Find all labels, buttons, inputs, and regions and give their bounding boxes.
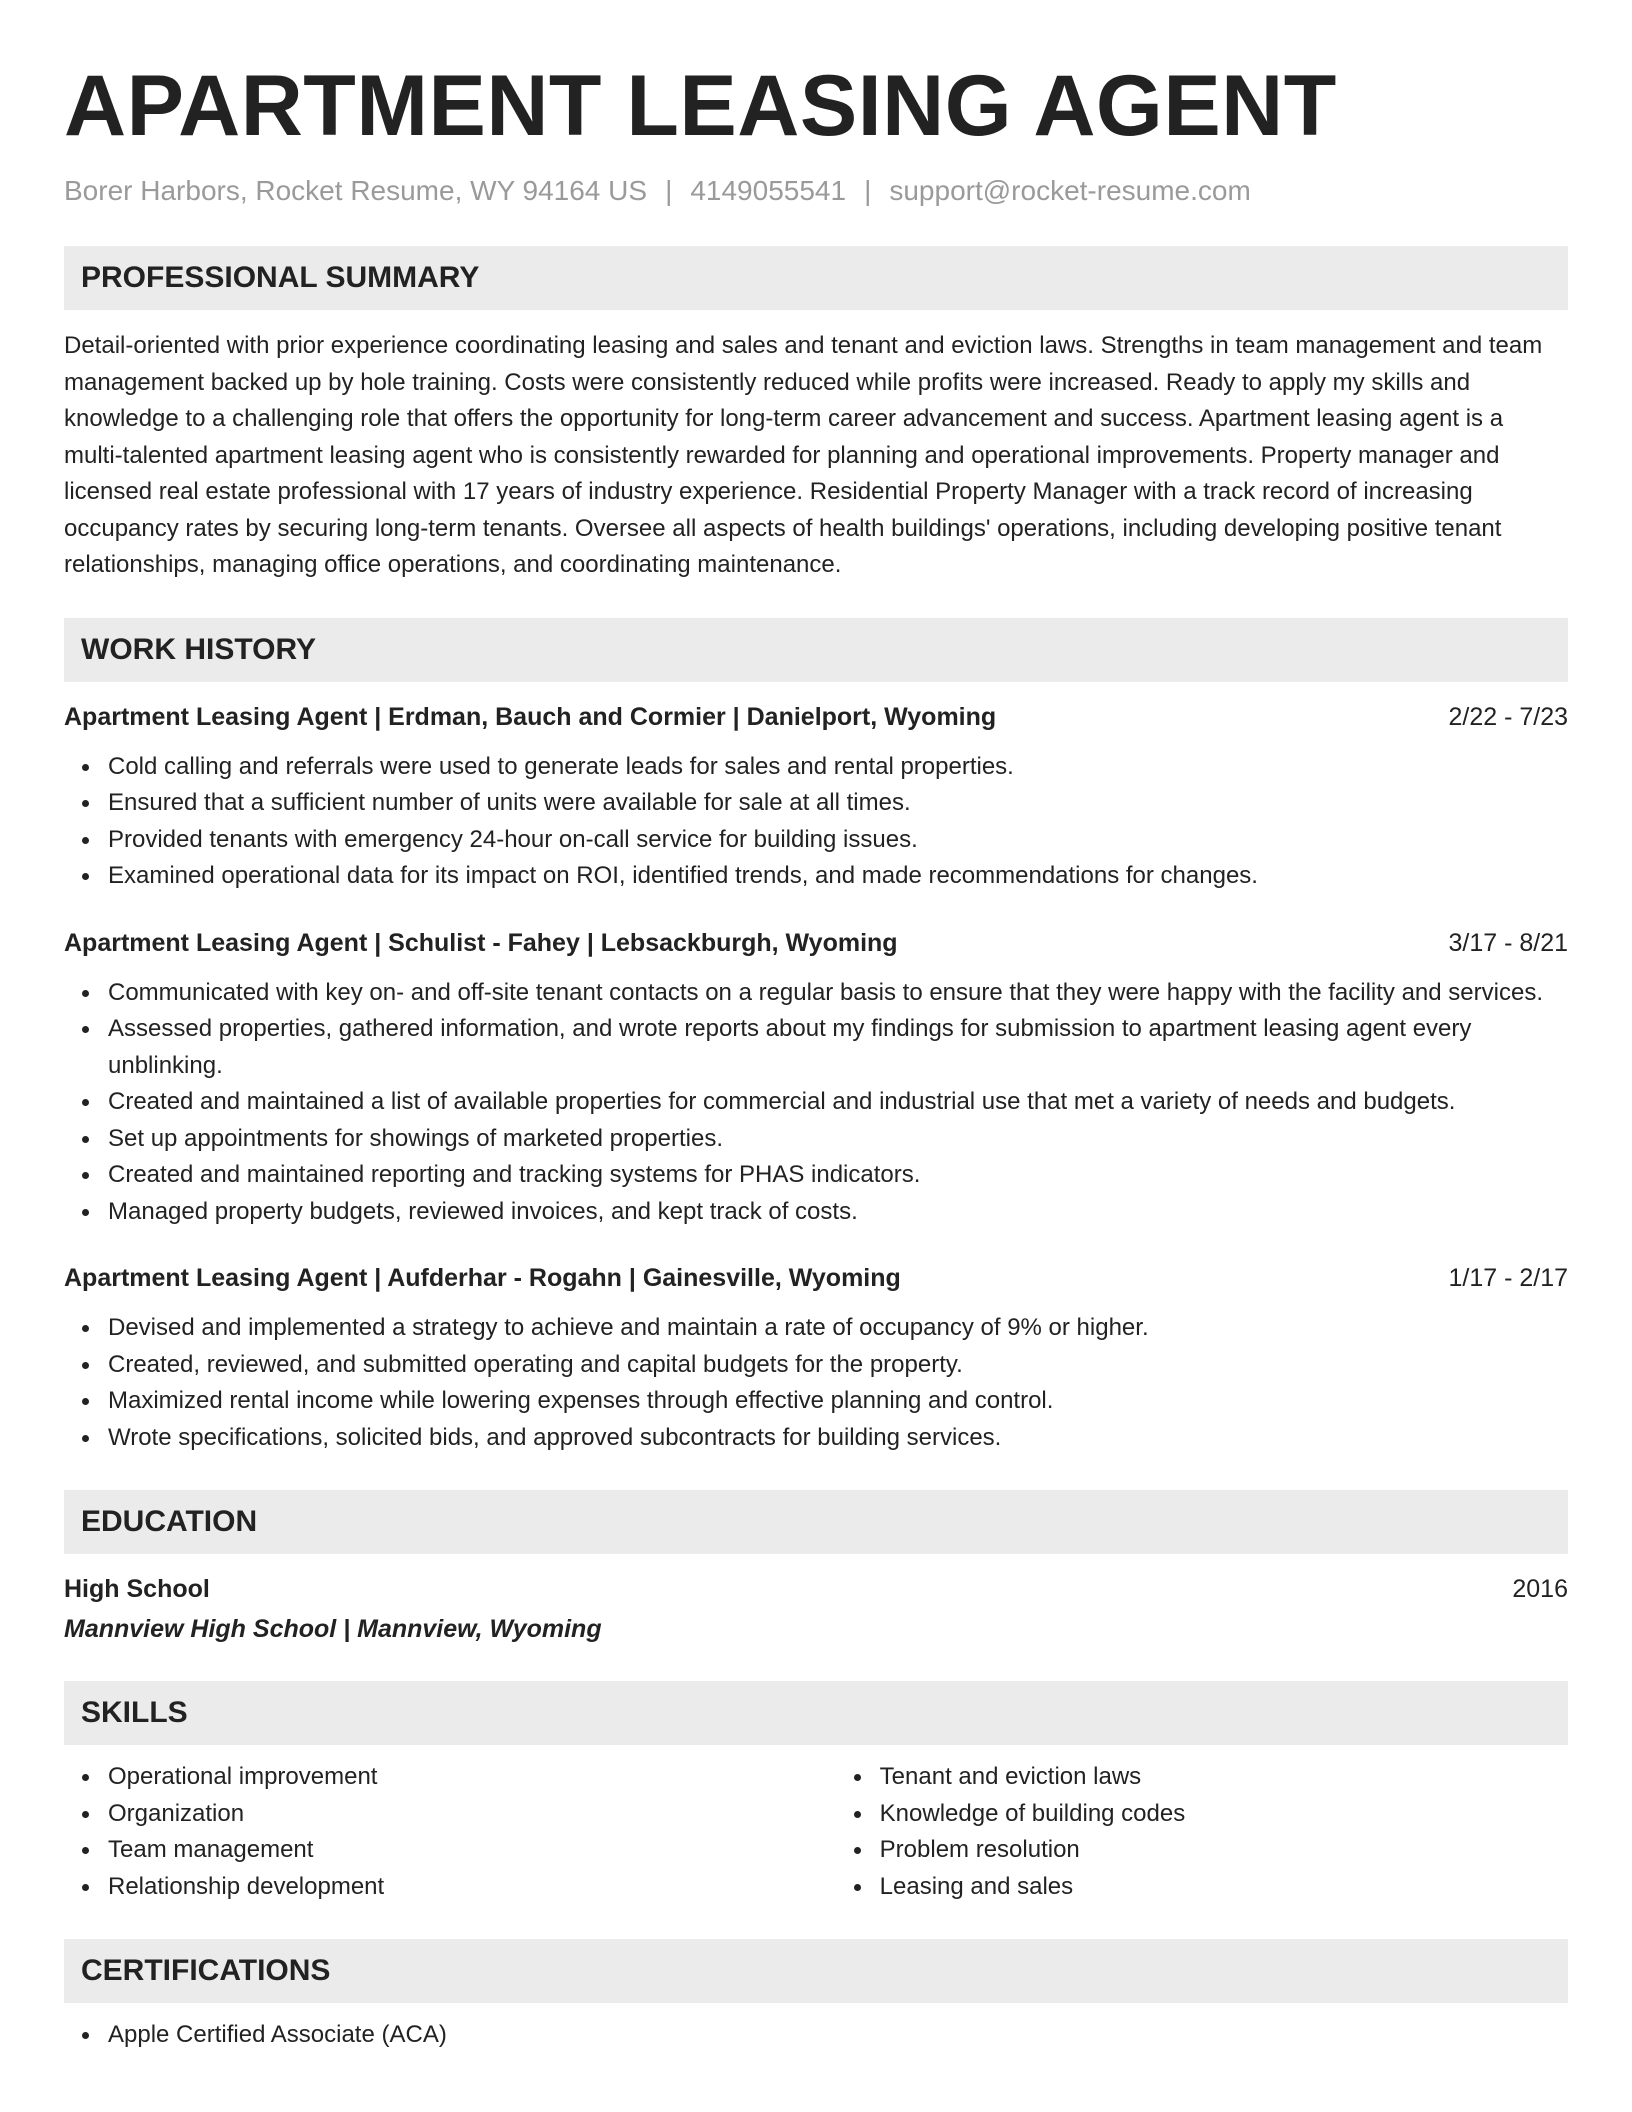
skill-item: Problem resolution bbox=[880, 1832, 1568, 1869]
job-dates: 1/17 - 2/17 bbox=[1448, 1264, 1568, 1292]
job-header bbox=[64, 1260, 1568, 1296]
contact-phone: 4149055541 bbox=[690, 175, 847, 206]
job-bullet: Set up appointments for showings of marketed properties. bbox=[108, 1121, 1568, 1158]
job-bullet: Examined operational data for its impact on ROI, identified trends, and made recommendations for changes. bbox=[108, 858, 1568, 895]
contact-address: Borer Harbors, Rocket Resume, WY 94164 US bbox=[64, 175, 648, 206]
job-bullet: Maximized rental income while lowering expenses through effective planning and control. bbox=[108, 1383, 1568, 1420]
skill-item: Knowledge of building codes bbox=[880, 1796, 1568, 1833]
job-header bbox=[64, 699, 1568, 735]
job-bullet: Provided tenants with emergency 24-hour on-call service for building issues. bbox=[108, 822, 1568, 859]
contact-separator: | bbox=[665, 175, 673, 206]
contact-separator: | bbox=[864, 175, 872, 206]
job-bullet: Ensured that a sufficient number of units were available for sale at all times. bbox=[108, 785, 1568, 822]
summary-text: Detail-oriented with prior experience coordinating leasing and sales and tenant and eviction laws. Strengths in team management and team management backed up by hole training. Costs were consistently reduced while profits were increased. Ready to apply my skills and knowledge to a challenging role that offers the opportunity for long-term career advancement and success. Apartment leasing agent is a multi-talented apartment leasing agent who is consistently rewarded for planning and operational improvements. Property manager and licensed real estate professional with 17 years of industry experience. Residential Property Manager with a track record of increasing occupancy rates by securing long-term tenants. Oversee all aspects of health buildings' operations, including developing positive tenant relationships, managing office operations, and coordinating maintenance. bbox=[64, 332, 1543, 578]
certification-item: Apple Certified Associate (ACA) bbox=[108, 2017, 1568, 2054]
job-header bbox=[64, 925, 1568, 961]
section-heading-summary: PROFESSIONAL SUMMARY bbox=[64, 246, 1568, 310]
skill-item: Operational improvement bbox=[108, 1759, 836, 1796]
job-bullet: Cold calling and referrals were used to generate leads for sales and rental properties. bbox=[108, 749, 1568, 786]
resume-title: APARTMENT LEASING AGENT bbox=[64, 58, 1337, 154]
skill-item: Organization bbox=[108, 1796, 836, 1833]
job-bullet: Devised and implemented a strategy to achieve and maintain a rate of occupancy of 9% or higher. bbox=[108, 1310, 1568, 1347]
education-school: Mannview High School | Mannview, Wyoming bbox=[64, 1615, 602, 1643]
job-bullet: Communicated with key on- and off-site tenant contacts on a regular basis to ensure that they were happy with the facility and services. bbox=[108, 975, 1568, 1012]
certifications-list bbox=[64, 2017, 1568, 2054]
education-degree: High School bbox=[64, 1575, 210, 1603]
skill-item: Tenant and eviction laws bbox=[880, 1759, 1568, 1796]
job-title: Apartment Leasing Agent | Schulist - Fahey | Lebsackburgh, Wyoming bbox=[64, 928, 898, 957]
education-header bbox=[64, 1571, 1568, 1607]
job-bullets bbox=[64, 1310, 1568, 1456]
job-dates: 3/17 - 8/21 bbox=[1448, 928, 1568, 957]
skills-column-right bbox=[836, 1759, 1568, 1905]
job-bullet: Created and maintained reporting and tracking systems for PHAS indicators. bbox=[108, 1157, 1568, 1194]
job-bullet: Managed property budgets, reviewed invoices, and kept track of costs. bbox=[108, 1194, 1568, 1231]
job-title: Apartment Leasing Agent | Aufderhar - Rogahn | Gainesville, Wyoming bbox=[64, 1264, 901, 1292]
job-bullets bbox=[64, 749, 1568, 895]
skill-item: Team management bbox=[108, 1832, 836, 1869]
contact-line bbox=[64, 174, 1568, 208]
job-bullet: Wrote specifications, solicited bids, and approved subcontracts for building services. bbox=[108, 1420, 1568, 1457]
contact-email: support@rocket-resume.com bbox=[889, 175, 1251, 206]
section-heading-certifications: CERTIFICATIONS bbox=[64, 1939, 1568, 2003]
section-heading-education: EDUCATION bbox=[64, 1490, 1568, 1554]
job-dates: 2/22 - 7/23 bbox=[1448, 702, 1568, 731]
skill-item: Relationship development bbox=[108, 1869, 836, 1906]
skill-item: Leasing and sales bbox=[880, 1869, 1568, 1906]
job-title: Apartment Leasing Agent | Erdman, Bauch and Cormier | Danielport, Wyoming bbox=[64, 702, 997, 731]
section-heading-skills: SKILLS bbox=[64, 1681, 1568, 1745]
skills-column-left bbox=[64, 1759, 836, 1905]
job-bullet: Assessed properties, gathered information, and wrote reports about my findings for submission to apartment leasing agent every unblinking. bbox=[108, 1011, 1568, 1084]
job-bullet: Created, reviewed, and submitted operating and capital budgets for the property. bbox=[108, 1347, 1568, 1384]
job-entry bbox=[64, 1260, 1568, 1456]
education-year: 2016 bbox=[1512, 1575, 1568, 1603]
job-entry bbox=[64, 699, 1568, 895]
skills-list bbox=[64, 1759, 1568, 1905]
education-entry bbox=[64, 1571, 1568, 1647]
job-bullet: Created and maintained a list of available properties for commercial and industrial use that met a variety of needs and budgets. bbox=[108, 1084, 1568, 1121]
job-bullets bbox=[64, 975, 1568, 1231]
job-entry bbox=[64, 925, 1568, 1231]
section-heading-work-history: WORK HISTORY bbox=[64, 618, 1568, 682]
